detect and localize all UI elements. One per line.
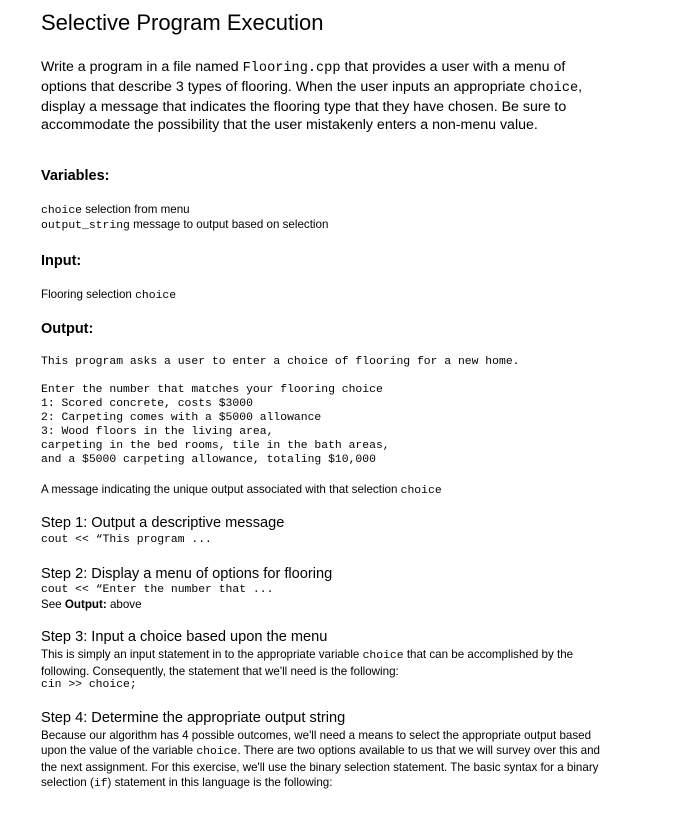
intro-filename: Flooring.cpp	[242, 61, 341, 76]
variable-desc: selection from menu	[82, 203, 190, 216]
output-line-1: This program asks a user to enter a choice of flooring for a new home.	[41, 356, 520, 368]
output-heading: Output:	[41, 321, 94, 337]
intro-text-2: that provides a user with a menu of options that describe 3 types of flooring. When the user inputs an appropriate	[41, 59, 566, 95]
step-3-heading: Step 3: Input a choice based upon the menu	[41, 629, 328, 645]
menu-line: 2: Carpeting comes with a $5000 allowance	[41, 412, 322, 424]
step-4-text-3: ) statement in this language is the following:	[107, 776, 333, 789]
step-3-var: choice	[362, 650, 404, 662]
step-4-heading: Step 4: Determine the appropriate output string	[41, 710, 346, 726]
output-message	[41, 482, 621, 499]
page-title: Selective Program Execution	[41, 10, 324, 35]
variable-name: output_string	[41, 220, 130, 232]
step-4-var: choice	[196, 746, 238, 758]
step-4-text-1: Because our algorithm has 4 possible outcomes, we'll need a means to select the appropriate output based upon the value of the variable	[41, 729, 592, 757]
input-text	[41, 287, 621, 304]
code-text: “Enter the number that ...	[95, 584, 274, 596]
code-text: “This program ...	[95, 534, 212, 546]
step-2-heading: Step 2: Display a menu of options for flooring	[41, 566, 333, 582]
see-post: above	[106, 598, 142, 611]
intro-text-1: Write a program in a file named	[41, 59, 243, 75]
menu-line: and a $5000 carpeting allowance, totaling $10,000	[41, 454, 376, 466]
step-3-text-2: that can be accomplished by the following. Consequently, the statement that we'll need is the following:	[41, 648, 574, 678]
step-3-text-1: This is simply an input statement in to the appropriate variable	[41, 648, 363, 661]
code-b: choice;	[82, 679, 137, 691]
input-heading: Input:	[41, 253, 82, 269]
output-message-text: A message indicating the unique output associated with that selection	[41, 483, 401, 496]
step-2-code	[41, 583, 273, 597]
menu-line: 1: Scored concrete, costs $3000	[41, 398, 253, 410]
intro-paragraph	[41, 58, 601, 134]
variable-item	[41, 217, 621, 234]
menu-line: 3: Wood floors in the living area,	[41, 426, 274, 438]
step-3-paragraph	[41, 647, 601, 679]
step-3-code	[41, 678, 137, 692]
code-op: cout <<	[41, 584, 96, 596]
see-bold: Output:	[64, 598, 107, 611]
menu-line: carpeting in the bed rooms, tile in the bath areas,	[41, 440, 390, 452]
input-var: choice	[135, 290, 177, 302]
code-op: >>	[68, 679, 83, 691]
variable-name: choice	[41, 205, 83, 217]
input-label: Flooring selection	[41, 288, 136, 301]
step-4-paragraph	[41, 728, 601, 792]
code-op: cout <<	[41, 534, 96, 546]
intro-text-3: , display a message that indicates the flooring type that they have chosen. Be sure to accommodate the possibility that the user mistakenly enters a non-menu value.	[41, 79, 583, 133]
see-pre: See	[41, 598, 65, 611]
output-message-var: choice	[400, 485, 442, 497]
code-a: cin	[41, 679, 69, 691]
step-4-text-2: . There are two options available to us that we will survey over this and the next assignment. For this exercise, we'll use the binary selection statement. The basic syntax for a binary selection (	[41, 744, 600, 789]
step-4-keyword: if	[93, 778, 108, 790]
step-1-heading: Step 1: Output a descriptive message	[41, 515, 285, 531]
menu-line: Enter the number that matches your flooring choice	[41, 384, 383, 396]
step-1-code	[41, 533, 212, 547]
variables-heading: Variables:	[41, 168, 110, 184]
intro-choice: choice	[529, 81, 579, 96]
step-2-see	[41, 597, 621, 612]
variable-desc: message to output based on selection	[129, 218, 329, 231]
